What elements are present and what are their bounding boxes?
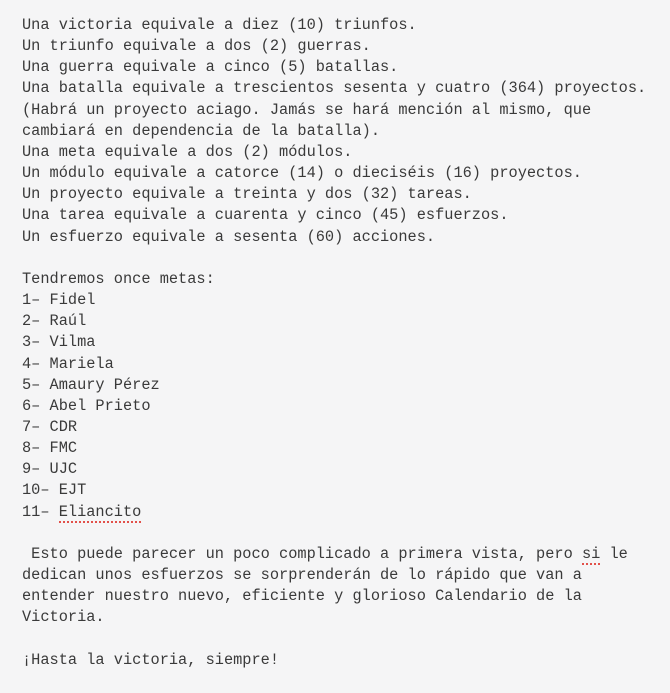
text-segment: 1– Fidel <box>22 291 96 310</box>
text-segment: Un esfuerzo equivale a sesenta (60) acciones. <box>22 227 436 246</box>
text-segment: Victoria. <box>22 608 105 627</box>
text-line <box>22 354 662 375</box>
text-segment: Una guerra equivale a cinco (5) batallas. <box>22 58 399 77</box>
text-line <box>22 100 662 121</box>
text-line <box>22 629 662 650</box>
text-segment: cambiará en dependencia de la batalla). <box>22 121 381 140</box>
text-line <box>22 565 662 586</box>
text-line <box>22 57 662 78</box>
text-segment: Tendremos once metas: <box>22 269 215 288</box>
text-segment: entender nuestro nuevo, eficiente y glorioso Calendario de la <box>22 587 582 606</box>
text-line <box>22 438 662 459</box>
text-line <box>22 607 662 628</box>
text-segment: 5– Amaury Pérez <box>22 375 160 394</box>
text-segment: Una tarea equivale a cuarenta y cinco (45) esfuerzos. <box>22 206 509 225</box>
text-line <box>22 248 662 269</box>
text-line <box>22 163 662 184</box>
text-segment: ¡Hasta la victoria, siempre! <box>22 650 280 669</box>
text-line <box>22 15 662 36</box>
text-line <box>22 121 662 142</box>
text-segment: 6– Abel Prieto <box>22 396 151 415</box>
text-line <box>22 417 662 438</box>
text-line <box>22 269 662 290</box>
text-segment: dedican unos esfuerzos se sorprenderán de lo rápido que van a <box>22 566 582 585</box>
text-segment: le <box>600 544 628 563</box>
text-segment: Una batalla equivale a trescientos sesenta y cuatro (364) proyectos. <box>22 79 647 98</box>
text-line <box>22 502 662 523</box>
text-line <box>22 544 662 565</box>
text-segment: 10– EJT <box>22 481 87 500</box>
text-line <box>22 375 662 396</box>
text-line <box>22 332 662 353</box>
text-line <box>22 311 662 332</box>
text-segment: 2– Raúl <box>22 312 87 331</box>
text-segment: 4– Mariela <box>22 354 114 373</box>
text-segment: Un triunfo equivale a dos (2) guerras. <box>22 37 371 56</box>
text-segment: (Habrá un proyecto aciago. Jamás se hará mención al mismo, que <box>22 100 592 119</box>
text-line <box>22 205 662 226</box>
text-line <box>22 586 662 607</box>
text-line <box>22 650 662 671</box>
misspelled-word: Eliancito <box>58 502 142 521</box>
text-line <box>22 142 662 163</box>
text-segment: 11– <box>22 502 59 521</box>
text-line <box>22 459 662 480</box>
text-line <box>22 480 662 501</box>
misspelled-word: si <box>581 544 601 563</box>
text-line <box>22 78 662 99</box>
text-line <box>22 523 662 544</box>
text-segment: Un proyecto equivale a treinta y dos (32) tareas. <box>22 185 472 204</box>
text-line <box>22 184 662 205</box>
text-segment: Esto puede parecer un poco complicado a primera vista, pero <box>22 544 582 563</box>
text-segment: Una victoria equivale a diez (10) triunfos. <box>22 16 417 34</box>
text-line <box>22 36 662 57</box>
text-segment: 7– CDR <box>22 417 78 436</box>
text-line <box>22 290 662 311</box>
text-line <box>22 396 662 417</box>
text-segment: 3– Vilma <box>22 333 96 352</box>
text-line <box>22 227 662 248</box>
text-segment: Un módulo equivale a catorce (14) o dieciséis (16) proyectos. <box>22 164 582 183</box>
text-segment: Una meta equivale a dos (2) módulos. <box>22 142 353 161</box>
text-segment: 8– FMC <box>22 439 78 458</box>
text-segment: 9– UJC <box>22 460 78 479</box>
